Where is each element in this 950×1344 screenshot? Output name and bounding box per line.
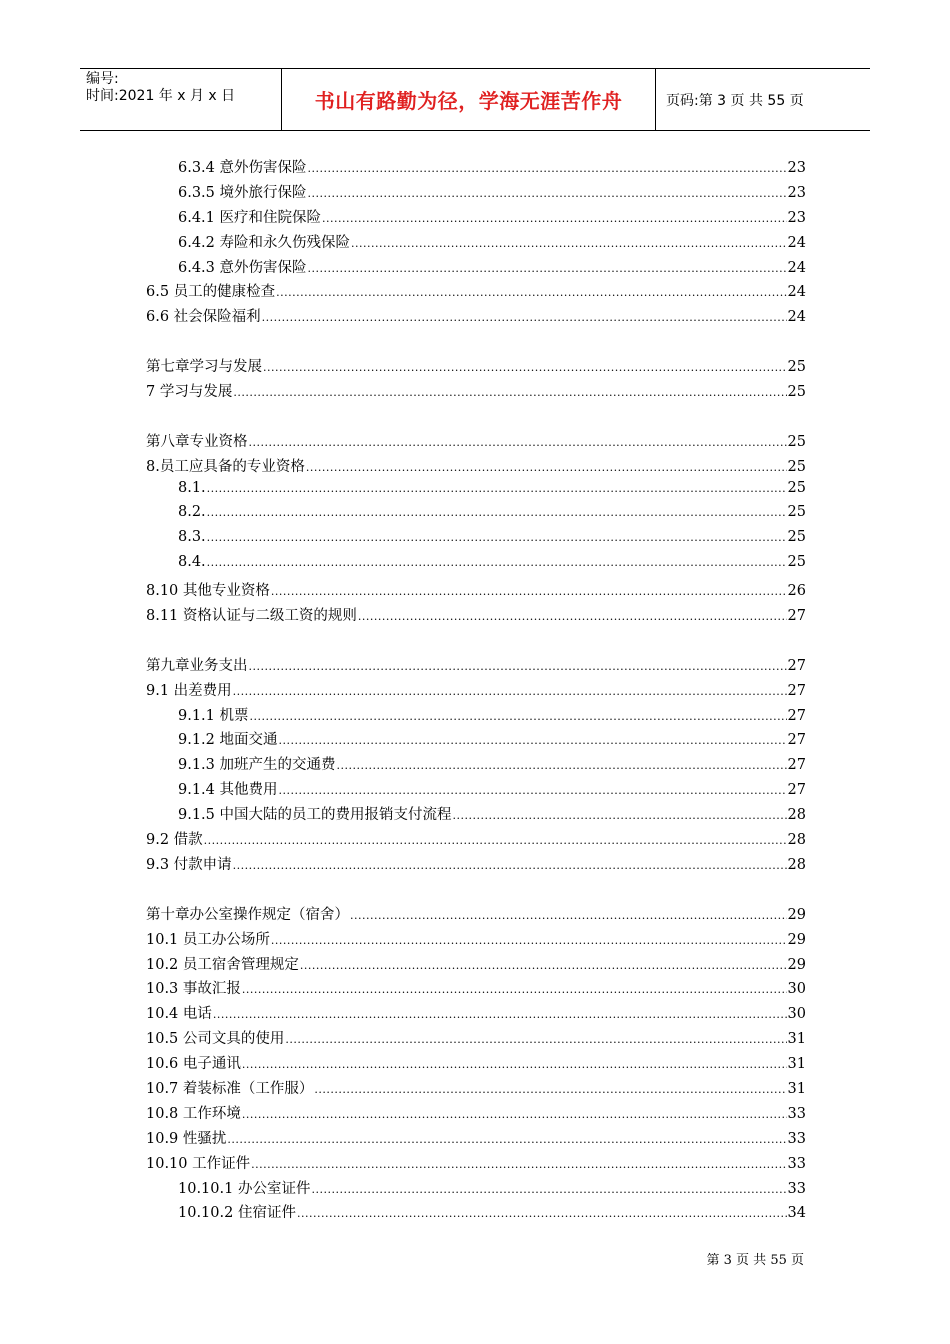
footer-page-number: 第 3 页 共 55 页 [706,1253,804,1268]
toc-entry[interactable] [146,256,806,281]
toc-entry-title: 10.2 员工宿舍管理规定 [146,956,299,973]
toc-entry[interactable] [146,181,806,206]
toc-entry-title: 8.员工应具备的专业资格 [146,458,305,475]
toc-entry-page: 33 [787,1130,806,1147]
toc-entry[interactable] [146,455,806,480]
toc-entry[interactable] [146,1077,806,1102]
toc-entry-page: 31 [787,1080,806,1097]
toc-entry-title: 8.10 其他专业资格 [146,583,270,600]
toc-dot-leader [297,1207,787,1220]
toc-entry[interactable] [146,504,806,529]
toc-dot-leader [311,1183,786,1196]
toc-dot-leader [242,1058,787,1071]
toc-dot-leader [276,286,786,299]
toc-entry-title: 10.9 性骚扰 [146,1130,227,1147]
toc-entry[interactable] [146,728,806,753]
toc-entry[interactable] [146,1177,806,1202]
toc-entry-page: 29 [787,956,806,973]
toc-entry[interactable] [146,1027,806,1052]
toc-entry[interactable] [146,753,806,778]
toc-entry-page: 24 [787,259,806,276]
toc-entry-page: 33 [787,1180,806,1197]
toc-entry[interactable] [146,305,806,330]
toc-entry-page: 25 [787,384,806,401]
toc-entry-page: 30 [787,981,806,998]
toc-entry[interactable] [146,654,806,679]
toc-entry[interactable] [146,156,806,181]
toc-entry[interactable] [146,1002,806,1027]
toc-entry-page: 25 [787,433,806,450]
toc-entry-title: 第十章办公室操作规定（宿舍） [146,906,349,923]
toc-entry-page: 31 [787,1031,806,1048]
toc-entry-title: 6.4.1 医疗和住院保险 [178,209,322,226]
toc-dot-leader [300,959,787,972]
toc-dot-leader [271,934,787,947]
toc-entry-title: 10.10.1 办公室证件 [178,1180,311,1197]
toc-entry[interactable] [146,778,806,803]
toc-dot-leader [285,1033,786,1046]
toc-entry-title: 9.2 借款 [146,832,203,849]
toc-entry-title: 9.1 出差费用 [146,682,232,699]
toc-entry-title: 第八章专业资格 [146,433,248,450]
toc-entry-page: 23 [787,160,806,176]
toc-entry-title: 7 学习与发展 [146,384,233,401]
toc-dot-leader [249,436,787,449]
toc-dot-leader [204,834,787,847]
toc-entry[interactable] [146,380,806,405]
toc-entry-page: 25 [787,458,806,475]
toc-entry-title: 8.4. [178,554,206,571]
toc-entry-title: 10.8 工作环境 [146,1105,241,1122]
toc-entry-title: 第九章业务支出 [146,657,248,674]
toc-entry-title: 10.6 电子通讯 [146,1056,241,1073]
toc-entry-title: 10.3 事故汇报 [146,981,241,998]
table-of-contents [146,156,806,1226]
toc-dot-leader [351,237,787,250]
toc-entry[interactable] [146,1201,806,1226]
toc-entry-page: 27 [787,782,806,799]
toc-entry-page: 27 [787,608,806,625]
toc-entry[interactable] [146,1152,806,1177]
toc-dot-leader [337,759,787,772]
toc-entry[interactable] [146,853,806,878]
toc-entry-page: 27 [787,707,806,724]
toc-dot-leader [249,660,787,673]
toc-entry-title: 8.2. [178,504,206,521]
page-header [80,68,870,131]
toc-dot-leader [207,506,787,519]
toc-dot-leader [233,859,787,872]
toc-entry-page: 27 [787,732,806,749]
toc-entry-page: 33 [787,1155,806,1172]
toc-dot-leader [207,556,787,569]
toc-entry-page: 23 [787,209,806,226]
toc-dot-leader [242,983,787,996]
toc-dot-leader [233,386,786,399]
toc-entry[interactable] [146,928,806,953]
toc-entry-page: 25 [787,529,806,546]
toc-dot-leader [308,262,787,275]
toc-entry[interactable] [146,206,806,231]
toc-entry-page: 28 [787,807,806,824]
toc-entry-title: 6.5 员工的健康检查 [146,284,276,301]
header-motto: 书山有路勤为径，学海无涯苦作舟 [282,69,656,130]
toc-dot-leader [251,1158,786,1171]
toc-entry-title: 6.4.3 意外伤害保险 [178,259,307,276]
toc-entry-page: 27 [787,682,806,699]
toc-dot-leader [322,212,787,225]
document-date: 时间:2021 年 x 月 x 日 [86,88,236,104]
toc-entry-title: 9.1.2 地面交通 [178,732,278,749]
toc-entry[interactable] [146,903,806,928]
toc-dot-leader [262,311,787,324]
toc-entry[interactable] [146,231,806,256]
toc-dot-leader [233,685,787,698]
toc-entry[interactable] [146,1102,806,1127]
toc-dot-leader [306,461,787,474]
toc-entry-title: 10.4 电话 [146,1006,212,1023]
toc-entry-title: 10.10 工作证件 [146,1155,251,1172]
toc-entry-title: 9.3 付款申请 [146,856,232,873]
toc-entry-title: 9.1.3 加班产生的交通费 [178,757,336,774]
toc-entry[interactable] [146,480,806,505]
toc-entry[interactable] [146,828,806,853]
toc-dot-leader [358,610,787,623]
toc-entry[interactable] [146,704,806,729]
toc-entry[interactable] [146,280,806,305]
toc-entry-page: 27 [787,657,806,674]
header-meta [80,69,282,130]
toc-entry[interactable] [146,579,806,604]
toc-entry-title: 8.1. [178,479,206,496]
toc-dot-leader [453,809,787,822]
toc-entry-page: 28 [787,856,806,873]
toc-entry-title: 6.3.4 意外伤害保险 [178,160,307,176]
toc-entry-page: 25 [787,479,806,496]
toc-entry[interactable] [146,554,806,579]
toc-entry-title: 8.3. [178,529,206,546]
toc-entry-page: 29 [787,931,806,948]
toc-dot-leader [271,585,787,598]
toc-entry[interactable] [146,1052,806,1077]
toc-entry[interactable] [146,1127,806,1152]
toc-entry-page: 24 [787,234,806,251]
toc-entry[interactable] [146,953,806,978]
toc-entry-page: 25 [787,554,806,571]
toc-entry-title: 10.1 员工办公场所 [146,931,270,948]
toc-entry-title: 10.7 着装标准（工作服） [146,1080,314,1097]
header-page-number: 页码:第 3 页 共 55 页 [666,92,804,109]
toc-entry[interactable] [146,803,806,828]
toc-dot-leader [279,784,787,797]
toc-dot-leader [308,162,787,175]
toc-entry[interactable] [146,679,806,704]
document-number-label: 编号: [86,71,119,87]
toc-entry-page: 24 [787,309,806,326]
toc-entry[interactable] [146,430,806,455]
toc-entry-title: 6.3.5 境外旅行保险 [178,184,307,201]
toc-entry-page: 29 [787,906,806,923]
toc-entry-page: 31 [787,1056,806,1073]
toc-entry-page: 28 [787,832,806,849]
toc-entry-title: 10.5 公司文具的使用 [146,1031,285,1048]
toc-entry-title: 9.1.5 中国大陆的员工的费用报销支付流程 [178,807,452,824]
toc-dot-leader [279,734,787,747]
toc-dot-leader [308,187,787,200]
toc-dot-leader [213,1008,787,1021]
toc-dot-leader [250,710,787,723]
toc-entry-page: 27 [787,757,806,774]
toc-entry-page: 24 [787,284,806,301]
toc-entry-page: 25 [787,359,806,376]
toc-dot-leader [350,909,787,922]
toc-entry-title: 6.6 社会保险福利 [146,309,261,326]
toc-entry[interactable] [146,977,806,1002]
toc-entry-page: 33 [787,1105,806,1122]
toc-entry-title: 9.1.1 机票 [178,707,249,724]
toc-entry-title: 10.10.2 住宿证件 [178,1205,296,1222]
toc-entry-title: 6.4.2 寿险和永久伤残保险 [178,234,351,251]
toc-entry[interactable] [146,529,806,554]
toc-entry-page: 23 [787,184,806,201]
toc-entry-title: 8.11 资格认证与二级工资的规则 [146,608,357,625]
toc-entry-page: 30 [787,1006,806,1023]
toc-entry-page: 25 [787,504,806,521]
toc-dot-leader [207,482,787,495]
toc-dot-leader [207,531,787,544]
toc-entry[interactable] [146,604,806,629]
toc-entry-page: 26 [787,583,806,600]
toc-dot-leader [227,1133,786,1146]
toc-entry[interactable] [146,355,806,380]
toc-entry-title: 第七章学习与发展 [146,359,262,376]
toc-entry-title: 9.1.4 其他费用 [178,782,278,799]
toc-dot-leader [263,361,787,374]
toc-dot-leader [242,1108,787,1121]
toc-entry-page: 34 [787,1205,806,1222]
toc-dot-leader [314,1083,786,1096]
